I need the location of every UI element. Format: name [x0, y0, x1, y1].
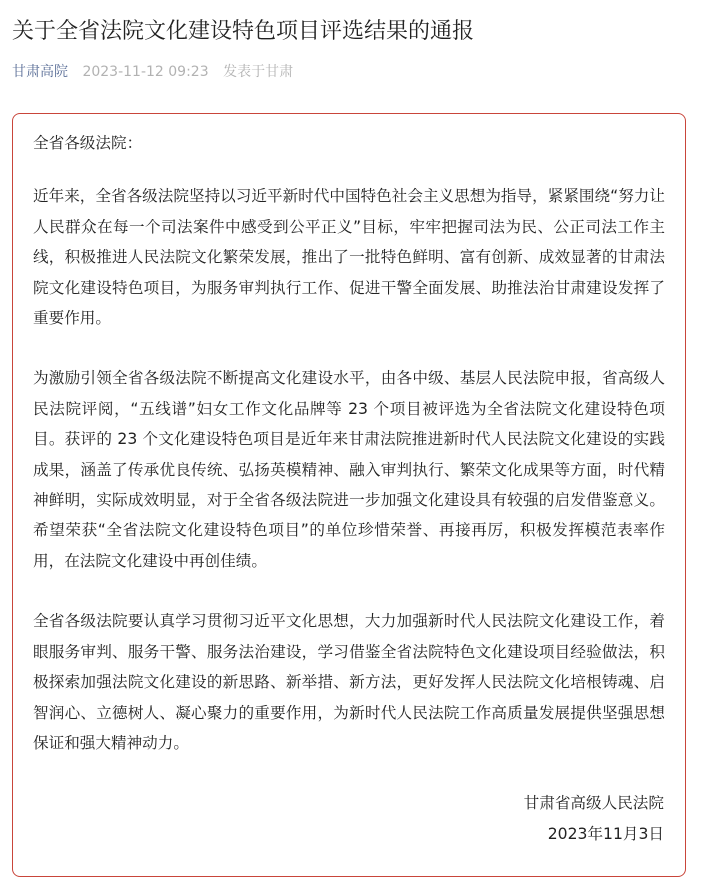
signature: 甘肃省高级人民法院: [523, 794, 664, 813]
body-paragraph-2: 为激励引领全省各级法院不断提高文化建设水平，由各中级、基层人民法院申报，省高级人民法院评阅，“五线谱”妇女工作文化品牌等 23 个项目被评选为全省法院文化建设特色项目。获评的 23 个文化建设特色项目是近年来甘肃法院推进新时代人民法院文化建设的实践成果，涵盖了传承优良传统、弘扬英模精神、融入审判执行、繁荣文化成果等方面，时代精神鲜明，实际成效明显，对于全省各级法院进一步加强文化建设具有较强的启发借鉴意义。希望荣获“全省法院文化建设特色项目”的单位珍惜荣誉、再接再厉，积极发挥模范表率作用，在法院文化建设中再创佳绩。: [33, 369, 665, 570]
paragraph-spacer: [33, 576, 665, 606]
paragraph-spacer: [33, 333, 665, 363]
publish-location: 发表于甘肃: [223, 64, 294, 80]
article-meta: [12, 62, 293, 82]
body-paragraph-1: 近年来，全省各级法院坚持以习近平新时代中国特色社会主义思想为指导，紧紧围绕“努力让人民群众在每一个司法案件中感受到公平正义”目标，牢牢把握司法为民、公正司法工作主线，积极推进人民法院文化繁荣发展，推出了一批特色鲜明、富有创新、成效显著的甘肃法院文化建设特色项目，为服务审判执行工作、促进干警全面发展、助推法治甘肃建设发挥了重要作用。: [33, 187, 665, 328]
author-link[interactable]: 甘肃高院: [12, 64, 68, 80]
publish-time: 2023-11-12 09:23: [82, 64, 209, 80]
body-paragraph-3: 全省各级法院要认真学习贯彻习近平文化思想，大力加强新时代人民法院文化建设工作，着眼服务审判、服务干警、服务法治建设，学习借鉴全省法院特色文化建设项目经验做法，积极探索加强法院文化建设的新思路、新举措、新方法，更好发挥人民法院文化培根铸魂、启智润心、立德树人、凝心聚力的重要作用，为新时代人民法院工作高质量发展提供坚强思想保证和强大精神动力。: [33, 612, 665, 752]
article-title: 关于全省法院文化建设特色项目评选结果的通报: [12, 19, 475, 44]
notice-card: [12, 113, 686, 877]
salutation: 全省各级法院：: [33, 134, 143, 152]
notice-date: 2023年11月3日: [547, 824, 664, 843]
